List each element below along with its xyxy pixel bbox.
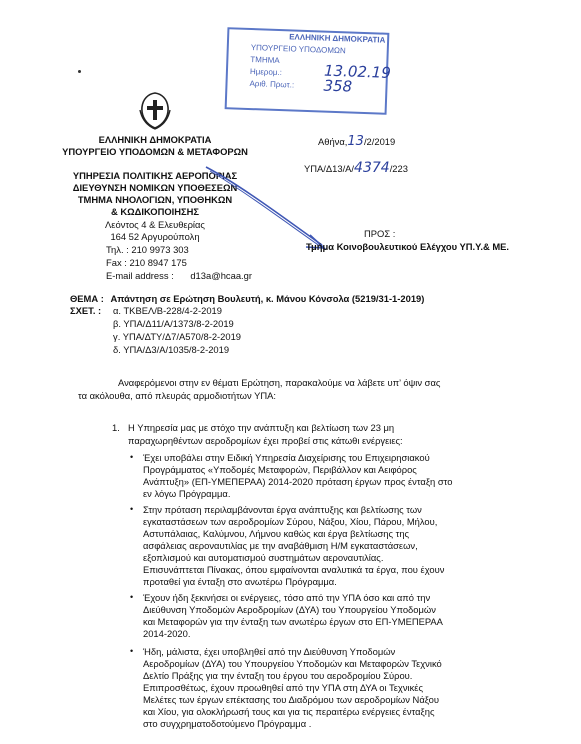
bullet-line: στο συγχρηματοδοτούμενο Πρόγραμμα . (143, 718, 312, 729)
address-line: 164 52 Αργυρούπολη (110, 231, 200, 242)
bullet-line: εγκαταστάσεων των αεροδρομίων Σύρου, Νάξου, Χίου, Πάρου, Μήλου, (143, 516, 438, 527)
bullet-icon: • (130, 504, 134, 514)
stamp-protocol-label: Αριθ. Πρωτ.: (249, 79, 295, 90)
bullet-line: Μελέτες των έργων επέκτασης του Διαδρόμου των αεροδρομίων Νάξου (143, 694, 440, 705)
ref-suffix: /223 (389, 163, 408, 174)
subject-text: Απάντηση σε Ερώτηση Βουλευτή, κ. Μάνου Κόνσολα (5219/31-1-2019) (110, 293, 425, 304)
stamp-date-value: 13.02.19 (323, 61, 392, 82)
intro-line: Αναφερόμενοι στην εν θέματι Ερώτηση, παρακαλούμε να λάβετε υπ’ όψιν σας (118, 377, 441, 388)
bullet-line: προταθεί για ένταξη στο ανωτέρω Πρόγραμμα. (143, 576, 337, 587)
fax: Fax : 210 8947 175 (106, 257, 187, 268)
bullet-line: 2014-2020. (143, 628, 191, 639)
stamp-line: ΥΠΟΥΡΓΕΙΟ ΥΠΟΔΟΜΩΝ (250, 43, 346, 56)
bullet-icon: • (130, 592, 134, 602)
bullet-line: Ήδη, μάλιστα, έχει υποβληθεί από την Διεύθυνση Υποδομών (143, 646, 396, 657)
bullet-line: Ανάπτυξη» (ΕΠ-ΥΜΕΠΕΡΑΑ) 2014-2020 πρόταση έργων προς ένταξη στο (143, 476, 453, 487)
related-ref: α. ΤΚΒΕΛ/Β-228/4-2-2019 (113, 305, 222, 316)
bullet-line: Έχει υποβάλει στην Ειδική Υπηρεσία Διαχείρισης του Επιχειρησιακού (143, 452, 430, 463)
ministry-name: ΥΠΟΥΡΓΕΙΟ ΥΠΟΔΟΜΩΝ & ΜΕΤΑΦΟΡΩΝ (62, 146, 248, 157)
bullet-line: εν λόγω Πρόγραμμα. (143, 488, 231, 499)
item-line: παραχωρηθέντων αεροδρομίων έχει προβεί στις κάτωθι ενέργειες: (128, 435, 403, 446)
ref-handwritten: 4374 (354, 160, 390, 176)
bullet-line: Έχουν ήδη ξεκινήσει οι ενέργειες, τόσο από την ΥΠΑ όσο και από την (143, 592, 431, 603)
bullet-line: Διεύθυνση Υποδομών Αεροδρομίων (ΔΥΑ) του Υπουργείου Υποδομών (143, 604, 436, 615)
state-name: ΕΛΛΗΝΙΚΗ ΔΗΜΟΚΡΑΤΙΑ (98, 134, 212, 145)
service-line: ΤΜΗΜΑ ΝΗΟΛΟΓΙΩΝ, ΥΠΟΘΗΚΩΝ (77, 194, 233, 205)
date-suffix: /2/2019 (363, 136, 396, 147)
received-stamp (225, 27, 390, 115)
address-line: Λεόντος 4 & Ελευθερίας (105, 219, 205, 230)
intro-line: τα ακόλουθα, από πλευράς αρμοδιοτήτων ΥΠΑ: (78, 390, 276, 401)
related-ref: β. ΥΠΑ/Δ11/Α/1373/8-2-2019 (113, 318, 234, 329)
related-ref: γ. ΥΠΑ/ΔΤΥ/Δ7/Α570/8-2-2019 (113, 331, 242, 342)
stamp-protocol-value: 358 (323, 76, 353, 96)
stamp-date-label: Ημερομ.: (249, 67, 283, 78)
bullet-icon: • (130, 452, 134, 462)
service-line: & ΚΩΔΙΚΟΠΟΙΗΣΗΣ (110, 206, 200, 217)
email-address: d13a@hcaa.gr (190, 270, 252, 281)
to-label: ΠΡΟΣ : (364, 228, 396, 239)
date-handwritten: 13 (347, 134, 364, 149)
bullet-line: Δελτίο Πράξης για την ένταξη του έργου του αεροδρομίου Σύρου. (143, 670, 413, 681)
recipient: Τμήμα Κοινοβουλευτικού Ελέγχου ΥΠ.Υ.& ΜΕ. (306, 241, 510, 252)
related-ref: δ. ΥΠΑ/Δ3/Α/1035/8-2-2019 (113, 344, 230, 355)
bullet-icon: • (130, 646, 134, 656)
item-number: 1. (112, 422, 120, 433)
greek-emblem-icon (136, 90, 174, 130)
bullet-line: και Χίου, για ολοκλήρωσή τους και για τις περαιτέρω ενέργειες ένταξης (143, 706, 435, 717)
email-label: E-mail address : (106, 270, 174, 281)
bullet-line: Αεροδρομίων (ΔΥΑ) του Υπουργείου Υποδομών και Μεταφορών Τεχνικό (143, 658, 442, 669)
date-prefix: Αθήνα, (318, 136, 348, 147)
bullet-line: Επιπροσθέτως, έχουν προωθηθεί από την ΥΠΑ στη ΔΥΑ οι Τεχνικές (143, 682, 423, 693)
bullet-line: ασφάλειας αεροναυτιλίας με την αναβάθμιση Η/Μ εγκαταστάσεων, (143, 540, 418, 551)
subject-label: ΘΕΜΑ : (70, 293, 104, 304)
stamp-line: ΤΜΗΜΑ (250, 55, 280, 66)
service-line: ΔΙΕΥΘΥΝΣΗ ΝΟΜΙΚΩΝ ΥΠΟΘΕΣΕΩΝ (72, 182, 238, 193)
bullet-line: Στην πρόταση περιλαμβάνονται έργα ανάπτυξης και βελτίωσης των (143, 504, 422, 515)
ref-prefix: ΥΠΑ/Δ13/Α/ (304, 163, 355, 174)
service-line: ΥΠΗΡΕΣΙΑ ΠΟΛΙΤΙΚΗΣ ΑΕΡΟΠΟΡΙΑΣ (72, 170, 238, 181)
item-line: Η Υπηρεσία μας με στόχο την ανάπτυξη και βελτίωση των 23 μη (128, 422, 395, 433)
related-label: ΣΧΕΤ. : (70, 305, 102, 316)
bullet-line: Αστυπάλαιας, Καλύμνου, Λήμνου καθώς και έργα βελτίωσης της (143, 528, 410, 539)
bullet-line: και Μεταφορών για την ένταξη των ανωτέρω έργων στο ΕΠ-ΥΜΕΠΕΡΑΑ (143, 616, 443, 627)
bullet-line: εξοπλισμού και αυτοματισμού συστημάτων αεροναυτιλίας. (143, 552, 384, 563)
dot-mark (78, 70, 81, 73)
bullet-line: Επισυνάπτεται Πίνακας, όπου εμφαίνονται αναλυτικά τα έργα, που έχουν (143, 564, 445, 575)
phone: Τηλ. : 210 9973 303 (106, 244, 189, 255)
bullet-line: Προγράμματος «Υποδομές Μεταφορών, Περιβάλλον και Αειφόρος (143, 464, 417, 475)
stamp-line: ΕΛΛΗΝΙΚΗ ΔΗΜΟΚΡΑΤΙΑ (289, 32, 386, 45)
